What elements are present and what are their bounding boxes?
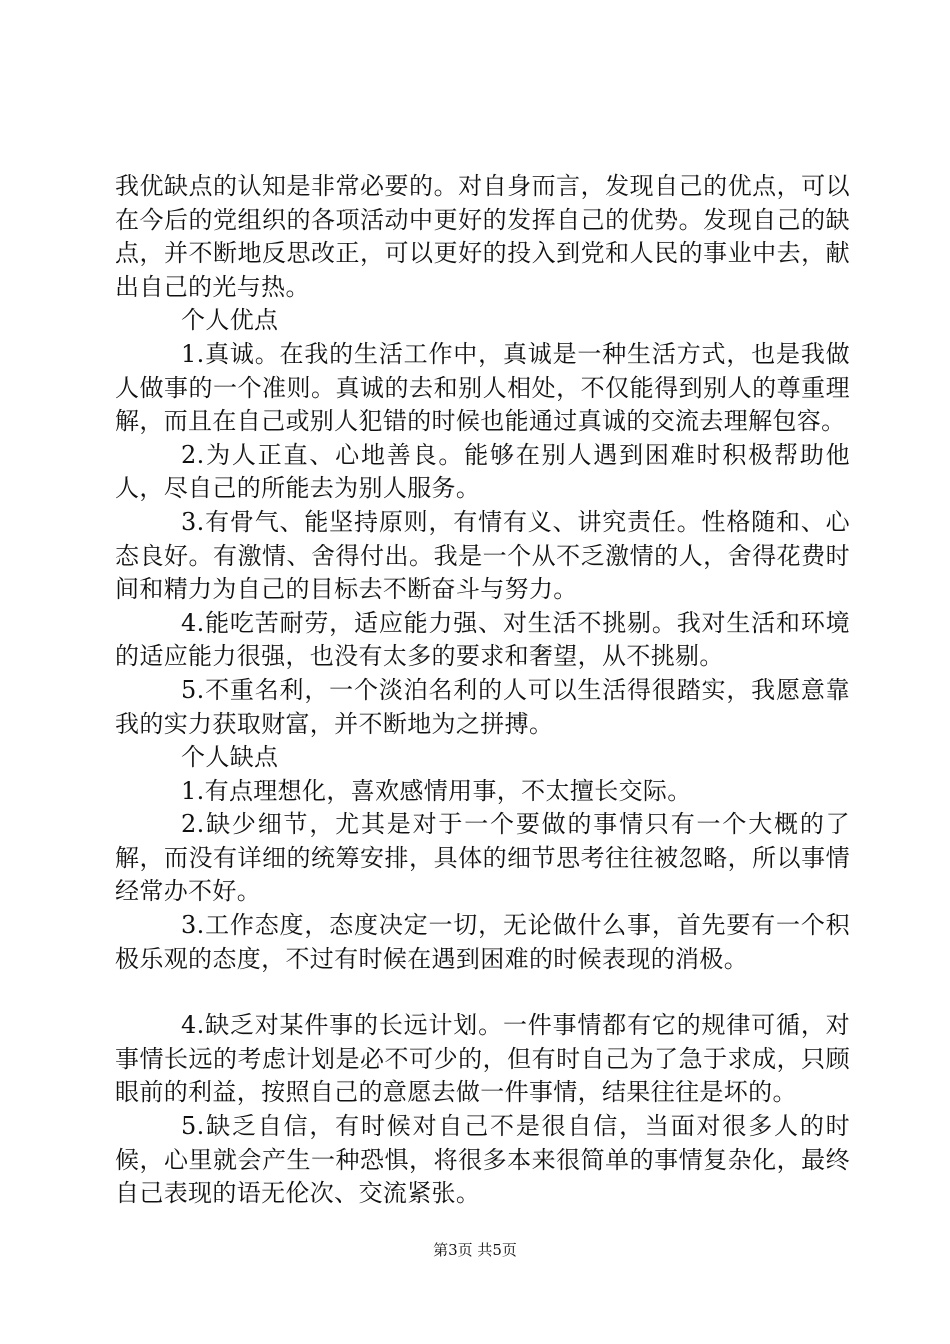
- strength-item-1: 1.真诚。在我的生活工作中，真诚是一种生活方式，也是我做人做事的一个准则。真诚的去和别人相处，不仅能得到别人的尊重理解，而且在自己或别人犯错的时候也能通过真诚的交流去理解包容。: [115, 339, 850, 436]
- weakness-item-5: 5.缺乏自信，有时候对自己不是很自信，当面对很多人的时候，心里就会产生一种恐惧，将很多本来很简单的事情复杂化，最终自己表现的语无伦次、交流紧张。: [115, 1112, 850, 1208]
- strength-item-3: 3.有骨气、能坚持原则，有情有义、讲究责任。性格随和、心态良好。有激情、舍得付出。我是一个从不乏激情的人，舍得花费时间和精力为自己的目标去不断奋斗与努力。: [115, 507, 850, 604]
- strength-item-5: 5.不重名利，一个淡泊名利的人可以生活得很踏实，我愿意靠我的实力获取财富，并不断地为之拼搏。: [115, 675, 850, 738]
- strength-item-4: 4.能吃苦耐劳，适应能力强、对生活不挑剔。我对生活和环境的适应能力很强，也没有太多的要求和奢望，从不挑剔。: [115, 608, 850, 671]
- document-body: [115, 170, 850, 1211]
- strength-item-2: 2.为人正直、心地善良。能够在别人遇到困难时积极帮助他人，尽自己的所能去为别人服务。: [115, 440, 850, 503]
- section-heading-strengths: 个人优点: [181, 306, 279, 335]
- intro-paragraph: 我优缺点的认知是非常必要的。对自身而言，发现自己的优点，可以在今后的党组织的各项活动中更好的发挥自己的优势。发现自己的缺点，并不断地反思改正，可以更好的投入到党和人民的事业中去，献出自己的光与热。: [115, 172, 850, 301]
- weakness-item-4: 4.缺乏对某件事的长远计划。一件事情都有它的规律可循，对事情长远的考虑计划是必不可少的，但有时自己为了急于求成，只顾眼前的利益，按照自己的意愿去做一件事情，结果往往是坏的。: [115, 1011, 850, 1107]
- weakness-item-2: 2.缺少细节，尤其是对于一个要做的事情只有一个大概的了解，而没有详细的统筹安排，具体的细节思考往往被忽略，所以事情经常办不好。: [115, 810, 850, 906]
- section-heading-weaknesses: 个人缺点: [181, 743, 279, 772]
- weakness-item-3: 3.工作态度，态度决定一切，无论做什么事，首先要有一个积极乐观的态度，不过有时候在遇到困难的时候表现的消极。: [115, 911, 850, 973]
- weakness-item-1: 1.有点理想化，喜欢感情用事，不太擅长交际。: [181, 776, 692, 805]
- page-number-footer: 第3页 共5页: [433, 1241, 517, 1259]
